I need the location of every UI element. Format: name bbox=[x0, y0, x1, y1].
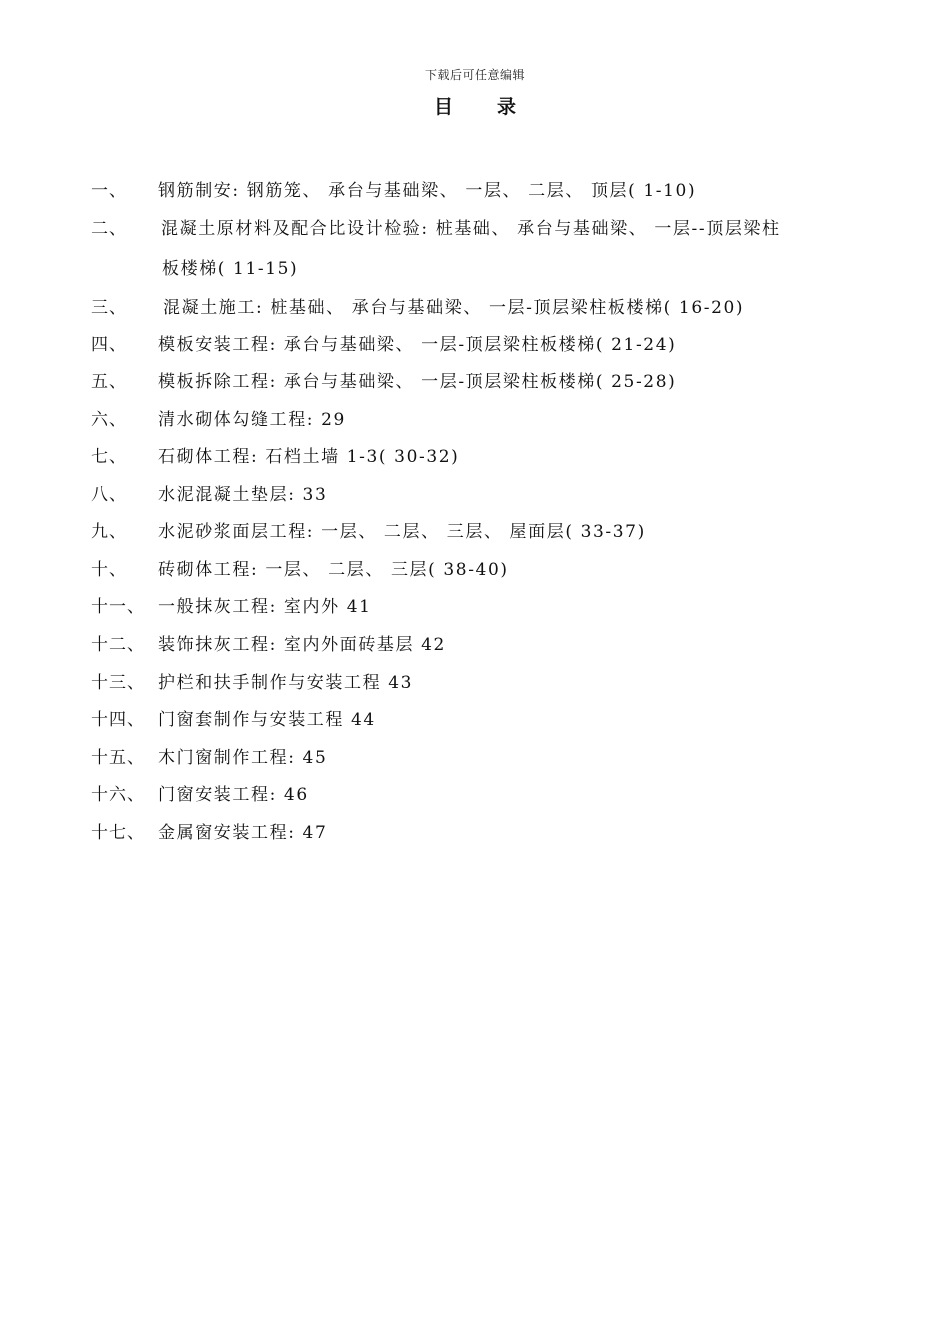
toc-text: 混凝土原材料及配合比设计检验: 桩基础、 承台与基础梁、 一层--顶层梁柱 bbox=[161, 219, 781, 239]
toc-number: 十四、 bbox=[91, 710, 145, 730]
toc-number: 十三、 bbox=[91, 673, 145, 693]
toc-text: 木门窗制作工程: 45 bbox=[158, 748, 328, 768]
toc-number: 二、 bbox=[91, 219, 127, 239]
toc-item-16 bbox=[0, 782, 950, 808]
toc-item-13 bbox=[0, 670, 950, 696]
toc-text: 门窗安装工程: 46 bbox=[158, 785, 309, 805]
toc-text: 水泥混凝土垫层: 33 bbox=[158, 485, 328, 505]
toc-number: 十六、 bbox=[91, 785, 145, 805]
toc-number: 八、 bbox=[91, 485, 127, 505]
toc-number: 一、 bbox=[91, 181, 127, 201]
toc-item-8 bbox=[0, 482, 950, 508]
toc-number: 十五、 bbox=[91, 748, 145, 768]
title-char-right: 录 bbox=[497, 96, 517, 118]
toc-text: 门窗套制作与安装工程 44 bbox=[158, 710, 376, 730]
toc-text: 石砌体工程: 石档土墙 1-3( 30-32) bbox=[158, 447, 460, 467]
toc-text: 钢筋制安: 钢筋笼、 承台与基础梁、 一层、 二层、 顶层( 1-10) bbox=[158, 181, 697, 201]
page-title bbox=[0, 92, 950, 119]
title-char-left: 目 bbox=[433, 96, 453, 118]
toc-text: 装饰抹灰工程: 室内外面砖基层 42 bbox=[158, 635, 446, 655]
toc-number: 五、 bbox=[91, 372, 127, 392]
toc-text: 水泥砂浆面层工程: 一层、 二层、 三层、 屋面层( 33-37) bbox=[158, 522, 646, 542]
toc-text: 清水砌体勾缝工程: 29 bbox=[158, 410, 346, 430]
toc-number: 七、 bbox=[91, 447, 127, 467]
toc-item-12 bbox=[0, 632, 950, 658]
toc-text: 模板拆除工程: 承台与基础梁、 一层-顶层梁柱板楼梯( 25-28) bbox=[158, 372, 677, 392]
toc-item-11 bbox=[0, 594, 950, 620]
toc-item-1 bbox=[0, 178, 950, 204]
toc-item-2 bbox=[0, 216, 950, 242]
toc-item-6 bbox=[0, 407, 950, 433]
toc-item-5 bbox=[0, 369, 950, 395]
toc-item-4 bbox=[0, 332, 950, 358]
toc-number: 十七、 bbox=[91, 823, 145, 843]
toc-text: 模板安装工程: 承台与基础梁、 一层-顶层梁柱板楼梯( 21-24) bbox=[158, 335, 677, 355]
toc-number: 十二、 bbox=[91, 635, 145, 655]
toc-item-14 bbox=[0, 707, 950, 733]
toc-item-15 bbox=[0, 745, 950, 771]
toc-number: 十、 bbox=[91, 560, 127, 580]
toc-text: 混凝土施工: 桩基础、 承台与基础梁、 一层-顶层梁柱板楼梯( 16-20) bbox=[163, 298, 745, 318]
toc-item-17 bbox=[0, 820, 950, 846]
toc-text: 一般抹灰工程: 室内外 41 bbox=[158, 597, 372, 617]
toc-number: 十一、 bbox=[91, 597, 145, 617]
header-note: 下载后可任意编辑 bbox=[424, 68, 525, 82]
toc-item-9 bbox=[0, 519, 950, 545]
toc-text: 砖砌体工程: 一层、 二层、 三层( 38-40) bbox=[158, 560, 509, 580]
toc-item-2-continuation: 板楼梯( 11-15) bbox=[162, 259, 299, 279]
toc-text: 护栏和扶手制作与安装工程 43 bbox=[158, 673, 414, 693]
toc-item-7 bbox=[0, 444, 950, 470]
toc-item-10 bbox=[0, 557, 950, 583]
toc-text: 金属窗安装工程: 47 bbox=[158, 823, 328, 843]
toc-number: 四、 bbox=[91, 335, 127, 355]
toc-number: 九、 bbox=[91, 522, 127, 542]
toc-number: 六、 bbox=[91, 410, 127, 430]
toc-number: 三、 bbox=[91, 298, 127, 318]
toc-item-3 bbox=[0, 295, 950, 321]
